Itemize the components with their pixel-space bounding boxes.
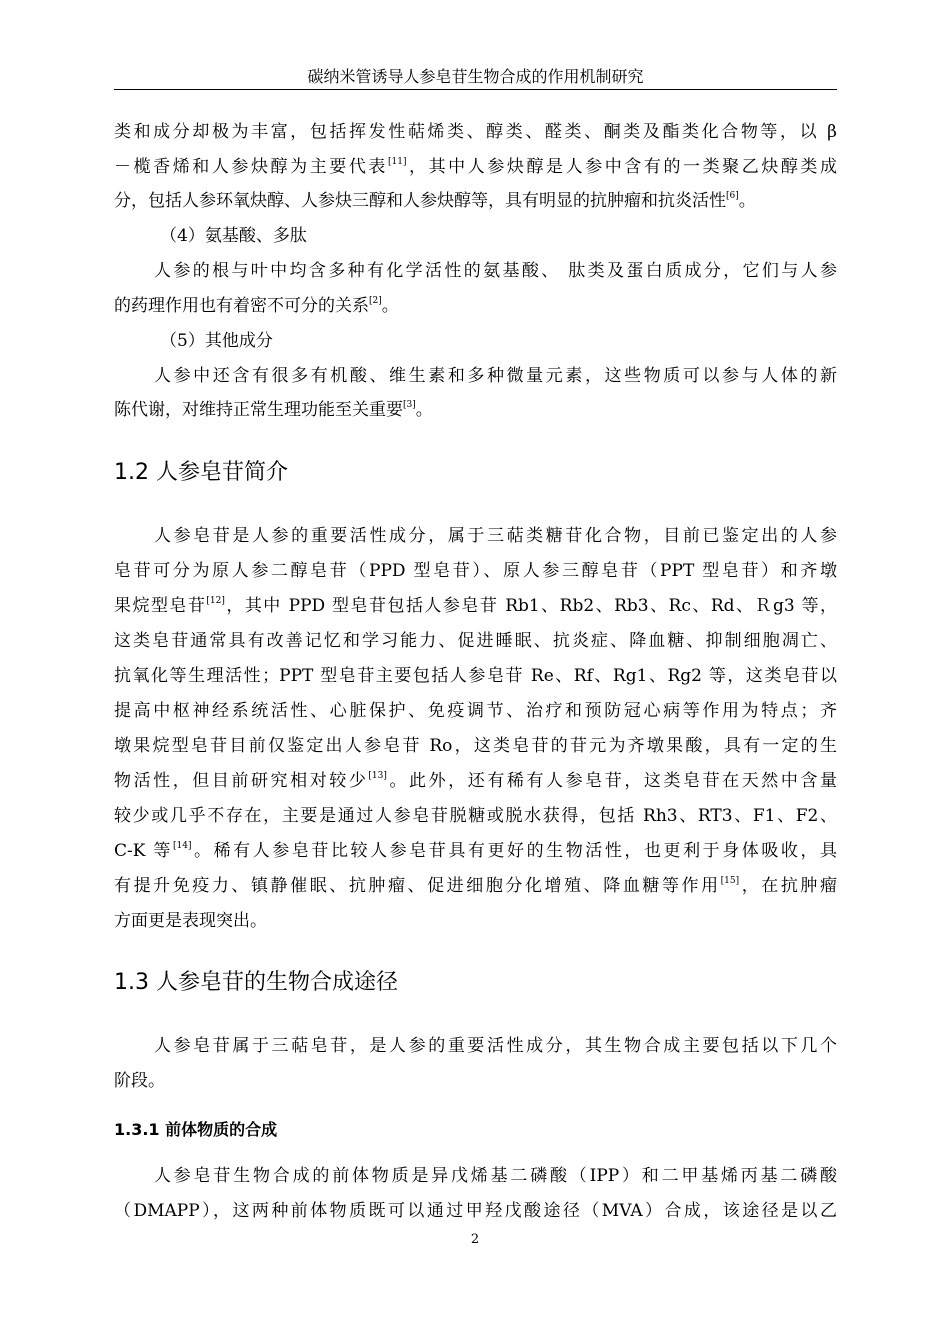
citation: [3] xyxy=(403,400,416,410)
paragraph-line: 阶段。 xyxy=(114,1071,165,1091)
paragraph-line: 抗氧化等生理活性；PPT 型皂苷主要包括人参皂苷 Re、Rf、Rg1、Rg2 等，这类皂苷以 xyxy=(114,666,837,686)
paragraph-line: 类和成分却极为丰富，包括挥发性萜烯类、醇类、醛类、酮类及酯类化合物等，以 β xyxy=(114,122,837,142)
citation: [11] xyxy=(387,157,407,167)
paragraph-line: 提高中枢神经系统活性、心脏保护、免疫调节、治疗和预防冠心病等作用为特点；齐 xyxy=(114,701,837,721)
section-heading: 1.2 人参皂苷简介 xyxy=(114,460,288,485)
paragraph-line: 人参中还含有很多有机酸、维生素和多种微量元素，这些物质可以参与人体的新 xyxy=(154,366,837,386)
list-item-title: （4）氨基酸、多肽 xyxy=(160,226,307,246)
paragraph-line: 人参皂苷属于三萜皂苷，是人参的重要活性成分，其生物合成主要包括以下几个 xyxy=(154,1036,837,1056)
paragraph-line: 物活性，但目前研究相对较少[13]。此外，还有稀有人参皂苷，这类皂苷在天然中含量 xyxy=(114,771,838,791)
paragraph-line: C-K 等[14]。稀有人参皂苷比较人参皂苷具有更好的生物活性，也更利于身体吸收，具 xyxy=(114,841,838,861)
paragraph-line: 方面更是表现突出。 xyxy=(114,911,267,931)
paragraph-line: －榄香烯和人参炔醇为主要代表[11]，其中人参炔醇是人参中含有的一类聚乙炔醇类成 xyxy=(114,157,838,177)
paragraph-line: 人参皂苷生物合成的前体物质是异戊烯基二磷酸（IPP）和二甲基烯丙基二磷酸 xyxy=(154,1166,837,1186)
citation: [2] xyxy=(369,296,382,306)
paragraph-line: 有提升免疫力、镇静催眠、抗肿瘤、促进细胞分化增殖、降血糖等作用[15]，在抗肿瘤 xyxy=(114,876,838,896)
paragraph-line: 墩果烷型皂苷目前仅鉴定出人参皂苷 Ro，这类皂苷的苷元为齐墩果酸，具有一定的生 xyxy=(114,736,837,756)
paragraph-line: 人参的根与叶中均含多种有化学活性的氨基酸、 肽类及蛋白质成分，它们与人参 xyxy=(154,261,837,281)
header-rule xyxy=(114,89,837,90)
paragraph-line: 人参皂苷是人参的重要活性成分，属于三萜类糖苷化合物，目前已鉴定出的人参 xyxy=(154,526,837,546)
paragraph-line: 的药理作用也有着密不可分的关系[2]。 xyxy=(114,296,399,316)
paragraph-line: 皂苷可分为原人参二醇皂苷（PPD 型皂苷）、原人参三醇皂苷（PPT 型皂苷）和齐墩 xyxy=(114,561,837,581)
paragraph-line: 果烷型皂苷[12]，其中 PPD 型皂苷包括人参皂苷 Rb1、Rb2、Rb3、Rc、Rd、Ｒg3 等， xyxy=(114,596,837,616)
running-header: 碳纳米管诱导人参皂苷生物合成的作用机制研究 xyxy=(307,67,644,86)
paragraph-line: （DMAPP），这两种前体物质既可以通过甲羟戊酸途径（MVA）合成，该途径是以乙 xyxy=(114,1201,837,1221)
page-number: 2 xyxy=(470,1232,480,1247)
paragraph-line: 较少或几乎不存在，主要是通过人参皂苷脱糖或脱水获得，包括 Rh3、RT3、F1、F2、 xyxy=(114,806,837,826)
paragraph-line: 这类皂苷通常具有改善记忆和学习能力、促进睡眠、抗炎症、降血糖、抑制细胞凋亡、 xyxy=(114,631,837,651)
list-item-title: （5）其他成分 xyxy=(160,331,273,351)
subsection-heading: 1.3.1 前体物质的合成 xyxy=(114,1120,278,1139)
citation: [6] xyxy=(726,191,739,201)
paragraph-line: 分，包括人参环氧炔醇、人参炔三醇和人参炔醇等，具有明显的抗肿瘤和抗炎活性[6]。 xyxy=(114,191,756,211)
citation: [14] xyxy=(172,841,192,851)
citation: [13] xyxy=(368,771,387,781)
paragraph-line: 陈代谢，对维持正常生理功能至关重要[3]。 xyxy=(114,400,433,420)
citation: [15] xyxy=(720,876,740,886)
citation: [12] xyxy=(206,596,225,606)
section-heading: 1.3 人参皂苷的生物合成途径 xyxy=(114,970,398,995)
